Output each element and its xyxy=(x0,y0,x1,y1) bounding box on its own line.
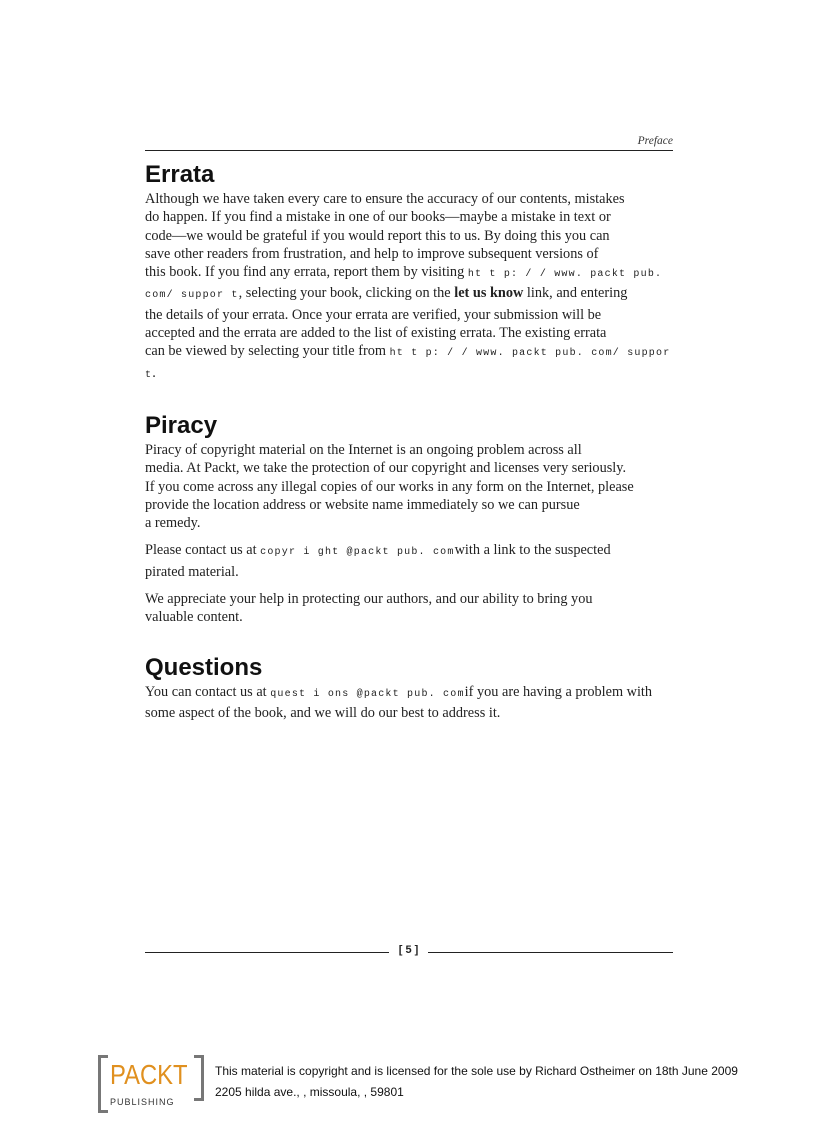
logo-subtitle: PUBLISHING xyxy=(110,1097,175,1107)
questions-text-2: if you are having a problem with some aspect of the book, and we will do our best to address it. xyxy=(145,683,653,721)
piracy-paragraph-2 xyxy=(145,541,675,581)
bracket-right-icon xyxy=(194,1055,204,1101)
bracket-left-icon xyxy=(98,1055,108,1113)
questions-paragraph xyxy=(145,683,675,723)
piracy-section xyxy=(145,411,675,627)
piracy-heading: Piracy xyxy=(145,411,218,439)
support-link-2[interactable]: ht t p: / / www. packt pub. com/ suppor t xyxy=(145,348,671,381)
piracy-text-1: Please contact us at xyxy=(145,542,261,559)
errata-text-1: Although we have taken every care to ensure the accuracy of our contents, mistakes do happen. If you find a mistake in one of our books—maybe a mistake in text or code—we would be grateful if you would report this to us. By doing this you can save other readers from frustration, and help to improve subsequent versions of this book. If you find any errata, report them by visiting xyxy=(145,191,625,281)
questions-email-link[interactable]: quest i ons @packt pub. com xyxy=(270,688,465,700)
piracy-paragraph-3: We appreciate your help in protecting our authors, and our ability to bring you valuable content. xyxy=(145,591,593,626)
license-line-1: This material is copyright and is licensed for the sole use by Richard Ostheimer on 18th June 2009 xyxy=(215,1064,738,1078)
questions-text-1: You can contact us at xyxy=(145,683,271,700)
logo-wordmark: PACKT xyxy=(110,1059,188,1090)
piracy-text-2: with a link to the suspected pirated material. xyxy=(145,542,611,580)
errata-paragraph xyxy=(145,190,675,385)
questions-section xyxy=(145,653,675,723)
page-number: [ 5 ] xyxy=(398,944,419,956)
running-head: Preface xyxy=(637,135,673,147)
errata-text-3: link, and entering the details of your errata. Once your errata are verified, your submission will be accepted and the errata are added to the list of existing errata. The existing errata can be viewed by selecting your title from xyxy=(145,285,628,360)
license-notice xyxy=(215,1061,738,1103)
questions-heading: Questions xyxy=(145,653,263,681)
errata-section xyxy=(145,160,675,385)
header-rule xyxy=(145,150,673,151)
packt-logo xyxy=(98,1051,204,1111)
copyright-email-link[interactable]: copyr i ght @packt pub. com xyxy=(260,547,455,559)
page-content xyxy=(145,160,675,748)
support-link[interactable]: ht t p: / / www. packt pub. com/ suppor t xyxy=(145,269,663,302)
errata-text-2: , selecting your book, clicking on the xyxy=(238,285,455,302)
piracy-paragraph-1: Piracy of copyright material on the Internet is an ongoing problem across all media. At Packt, we take the protection of our copyright and licenses very seriously. If you come across any illegal copies of our works in any form on the Internet, please provide the location address or website name immediately so we can pursue a remedy. xyxy=(145,441,634,532)
footer-rule-left xyxy=(145,952,389,953)
errata-text-4: . xyxy=(152,364,156,381)
footer-rule-right xyxy=(428,952,673,953)
let-us-know-text: let us know xyxy=(454,285,524,302)
license-line-2: 2205 hilda ave., , missoula, , 59801 xyxy=(215,1085,404,1099)
errata-heading: Errata xyxy=(145,161,215,188)
